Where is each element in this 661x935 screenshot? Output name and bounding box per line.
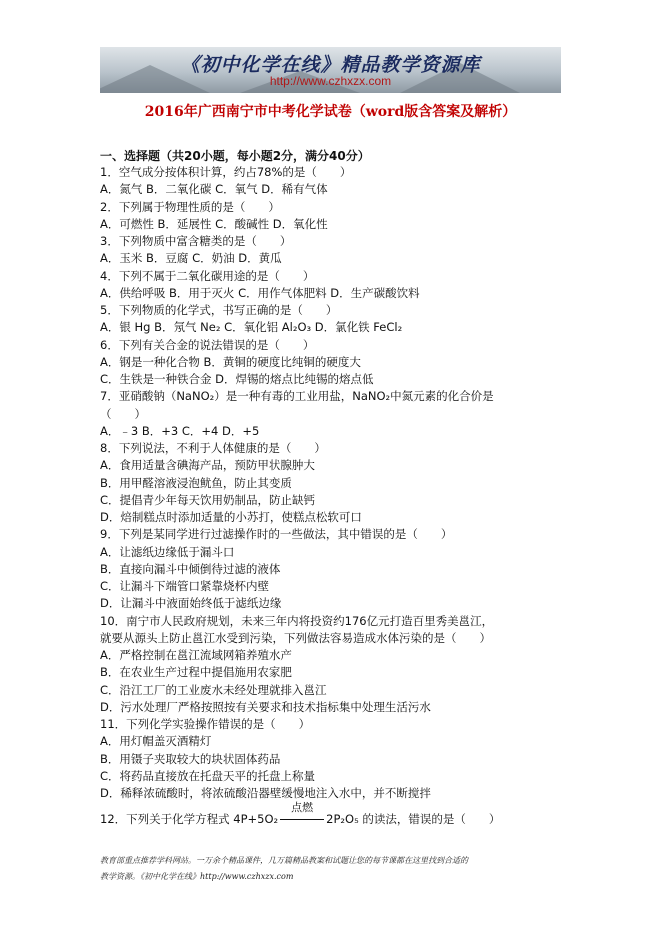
footer-text-line: 教学资源。《初中化学在线》http://www.czhxzx.com xyxy=(100,872,294,881)
question-line: D．焙制糕点时添加适量的小苏打，使糕点松软可口 xyxy=(100,510,362,524)
banner-url-link[interactable]: http://www.czhxzx.com xyxy=(269,74,392,88)
question-line: C．将药品直接放在托盘天平的托盘上称量 xyxy=(100,768,316,783)
question-line: A．严格控制在邕江流域网箱养殖水产 xyxy=(100,648,292,662)
question-line: 1．空气成分按体积计算，约占78%的是（ ） xyxy=(100,165,352,179)
question-line: B．直接向漏斗中倾倒待过滤的液体 xyxy=(100,561,281,576)
question-line: 10．南宁市人民政府规划，未来三年内将投资约176亿元打造百里秀美邕江， xyxy=(100,613,494,628)
question-line: B．用镊子夹取较大的块状固体药品 xyxy=(100,751,281,766)
page-footer xyxy=(100,853,562,885)
question-line: 3．下列物质中富含糖类的是（ ） xyxy=(100,234,292,248)
question-line: A．可燃性 B．延展性 C．酸碱性 D．氧化性 xyxy=(100,216,328,231)
question-line: C．沿江工厂的工业废水未经处理就排入邕江 xyxy=(100,682,327,697)
question-line: 6．下列有关合金的说法错误的是（ ） xyxy=(100,337,315,352)
question-line: A．供给呼吸 B．用于灭火 C．用作气体肥料 D．生产碳酸饮料 xyxy=(100,285,420,300)
question-line: C．让漏斗下端管口紧靠烧杯内壁 xyxy=(100,579,270,593)
question-line: 7．亚硝酸钠（NaNO₂）是一种有毒的工业用盐，NaNO₂中氮元素的化合价是 xyxy=(100,389,494,404)
question-line: 11．下列化学实验操作错误的是（ ） xyxy=(100,717,311,731)
question-line: C．提倡青少年每天饮用奶制品，防止缺钙 xyxy=(100,492,316,507)
footer-text-line: 教育部重点推荐学科网站。一万余个精品课件，几万篇精品教案和试题让您的每节课都在这里找到合适的 xyxy=(100,856,468,865)
question-line: A．钢是一种化合物 B．黄铜的硬度比纯铜的硬度大 xyxy=(100,354,361,369)
reaction-arrow xyxy=(278,801,326,826)
question-line: A．氮气 B．二氧化碳 C．氧气 D．稀有气体 xyxy=(100,182,328,197)
question-line: 2．下列属于物理性质的是（ ） xyxy=(100,199,280,214)
header-banner xyxy=(100,47,561,93)
question-line: A．玉米 B．豆腐 C．奶油 D．黄瓜 xyxy=(100,251,282,266)
question-line: 4．下列不属于二氧化碳用途的是（ ） xyxy=(100,268,315,283)
question-line: 8．下列说法，不利于人体健康的是（ ） xyxy=(100,441,326,455)
reaction-condition: 点燃 xyxy=(291,801,314,814)
question-line: A．﹣3 B．+3 C．+4 D．+5 xyxy=(100,423,260,438)
question-line: B．用甲醛溶液浸泡鱿鱼，防止其变质 xyxy=(100,475,292,490)
reaction-bar xyxy=(280,819,324,820)
question-line: A．食用适量含碘海产品，预防甲状腺肿大 xyxy=(100,458,315,473)
question-line: 9．下列是某同学进行过滤操作时的一些做法，其中错误的是（ ） xyxy=(100,527,453,542)
question-12-prefix: 12．下列关于化学方程式 4P+5O₂ xyxy=(100,812,279,826)
question-line: A．用灯帽盖灭酒精灯 xyxy=(100,734,212,749)
question-line: D．让漏斗中液面始终低于滤纸边缘 xyxy=(100,596,282,611)
question-line: B．在农业生产过程中提倡施用农家肥 xyxy=(100,665,292,680)
question-line: 就要从源头上防止邕江水受到污染，下列做法容易造成水体污染的是（ ） xyxy=(100,630,491,645)
question-12-suffix: 2P₂O₅ 的读法，错误的是（ ） xyxy=(326,812,501,826)
question-line: A．银 Hg B．氖气 Ne₂ C．氧化铝 Al₂O₃ D．氯化铁 FeCl₂ xyxy=(100,320,403,335)
section-heading: 一、选择题（共20小题，每小题2分，满分40分） xyxy=(100,149,370,163)
banner-title: 《初中化学在线》精品教学资源库 xyxy=(180,54,481,76)
question-line: D．污水处理厂严格按照按有关要求和技术指标集中处理生活污水 xyxy=(100,699,431,714)
question-line: A．让滤纸边缘低于漏斗口 xyxy=(100,544,235,559)
question-line: （ ） xyxy=(100,406,146,421)
question-line: 5．下列物质的化学式，书写正确的是（ ） xyxy=(100,303,338,317)
document-title: 2016年广西南宁市中考化学试卷（word版含答案及解析） xyxy=(144,104,517,120)
question-line: C．生铁是一种铁合金 D．焊锡的熔点比纯锡的熔点低 xyxy=(100,372,374,386)
question-12 xyxy=(100,801,501,826)
question-line: D．稀释浓硫酸时，将浓硫酸沿器壁缓慢地注入水中，并不断搅拌 xyxy=(100,786,431,800)
